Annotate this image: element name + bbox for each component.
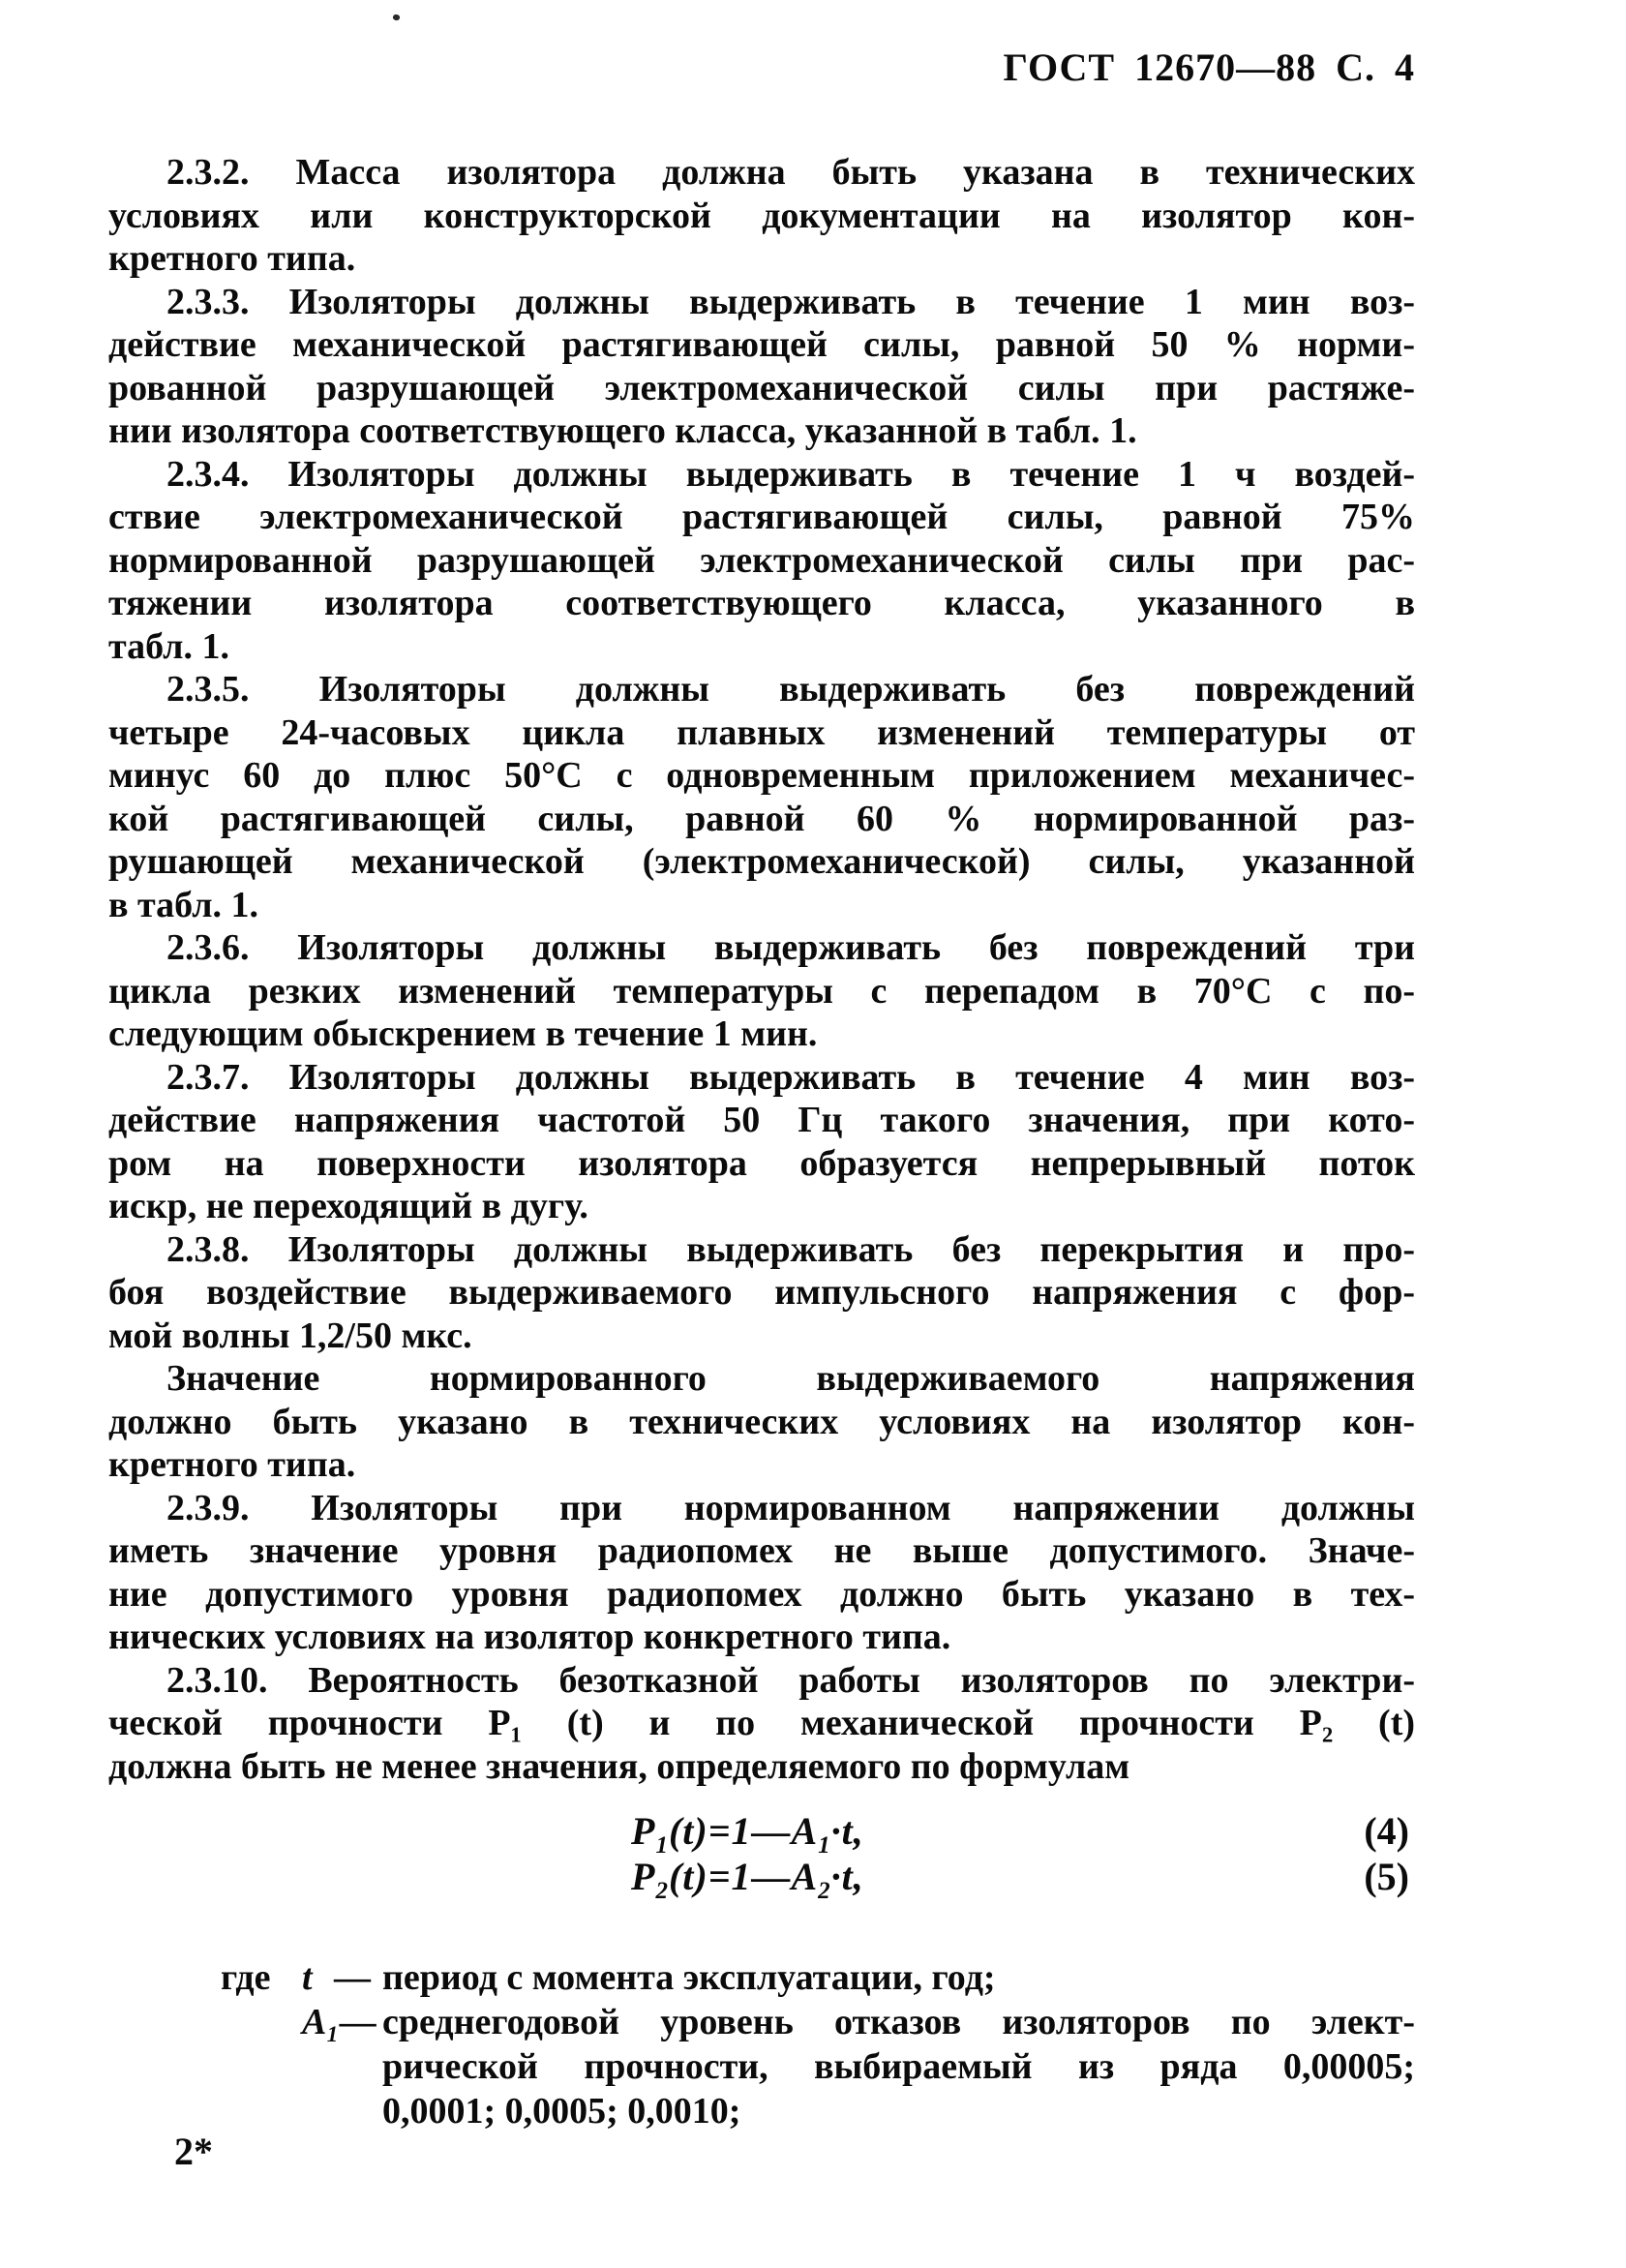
definition-term: t — (302, 1957, 371, 1998)
paragraph (108, 281, 1415, 453)
text-line: рованной разрушающей электромеханической силы при растяже- (108, 367, 1415, 408)
text-line: нических условиях на изолятор конкретного типа. (108, 1617, 951, 1657)
text-line: нормированной разрушающей электромеханической силы при рас- (108, 539, 1415, 581)
text-line: мой волны 1,2/50 мкс. (108, 1315, 472, 1356)
text-line: в табл. 1. (108, 884, 259, 925)
text-line: Значение нормированного выдерживаемого напряжения (166, 1358, 1415, 1399)
text-line: 2.3.7. Изоляторы должны выдерживать в течение 4 мин воз- (166, 1056, 1415, 1098)
text-line: кретного типа. (108, 1444, 356, 1485)
text-line: действие механической растягивающей силы, равной 50 % норми- (108, 324, 1415, 365)
definition-dash: — (334, 1957, 371, 1998)
text-line: цикла резких изменений температуры с перепадом в 70°С с по- (108, 970, 1415, 1012)
definition-text (382, 1955, 1415, 2000)
text-line: 2.3.3. Изоляторы должны выдерживать в течение 1 мин воз- (166, 281, 1415, 322)
paragraph (108, 1487, 1415, 1659)
paragraph (108, 453, 1415, 669)
text-line: 2.3.5. Изоляторы должны выдерживать без повреждений (166, 669, 1415, 710)
scan-speck (392, 14, 401, 21)
text-line: кретного типа. (108, 238, 356, 279)
formula-row (108, 1854, 1415, 1904)
text-line: ствие электромеханической растягивающей силы, равной 75% (108, 497, 1415, 537)
text-line: период с момента эксплуатации, год; (382, 1957, 996, 1998)
text-line: кой растягивающей силы, равной 60 % нормированной раз- (108, 798, 1415, 839)
formula-number: (4) (1364, 1809, 1409, 1853)
text-line: ром на поверхности изолятора образуется непрерывный поток (108, 1142, 1415, 1184)
paragraph (108, 1659, 1415, 1789)
formula-expression: $P_2(t)=1—A_2\cdot t$, (631, 1855, 864, 1904)
text-line: тяжении изолятора соответствующего класса, указанного в (108, 583, 1415, 623)
text-line: 2.3.9. Изоляторы при нормированном напряжении должны (166, 1487, 1415, 1528)
text-line: должна быть не менее значения, определяемого по формулам (108, 1745, 1130, 1787)
text-line: нии изолятора соответствующего класса, указанной в табл. 1. (108, 410, 1137, 451)
text-line: боя воздействие выдерживаемого импульсного напряжения с фор- (108, 1272, 1415, 1313)
text-line: 2.3.2. Масса изолятора должна быть указана в технических (166, 152, 1415, 193)
formula-block (108, 1808, 1415, 1904)
definition-prefix: где (221, 1957, 271, 1998)
text-line: искр, не переходящий в дугу. (108, 1186, 588, 1226)
text-line: рушающей механической (электромеханической) силы, указанной (108, 841, 1415, 882)
definition-row (108, 1955, 1415, 2000)
text-line: рической прочности, выбираемый из ряда 0,00005; (382, 2046, 1415, 2087)
text-line: табл. 1. (108, 625, 230, 667)
text-line: 2.3.4. Изоляторы должны выдерживать в течение 1 ч воздей- (166, 453, 1415, 495)
text-line: 0,0001; 0,0005; 0,0010; (382, 2091, 741, 2132)
text-line: условиях или конструкторской документации на изолятор кон- (108, 195, 1415, 236)
definitions (108, 1955, 1415, 2133)
paragraph (108, 1228, 1415, 1358)
text-line: 2.3.8. Изоляторы должны выдерживать без перекрытия и про- (166, 1228, 1415, 1270)
paragraph (108, 151, 1415, 281)
text-line: иметь значение уровня радиопомех не выше допустимого. Значе- (108, 1530, 1415, 1571)
text-line: следующим обыскрением в течение 1 мин. (108, 1013, 818, 1054)
text-line: должно быть указано в технических условиях на изолятор кон- (108, 1401, 1415, 1442)
definition-dash: — (339, 2002, 376, 2042)
page-header: ГОСТ 12670—88 С. 4 (1003, 45, 1415, 89)
text-line: 2.3.6. Изоляторы должны выдерживать без повреждений три (166, 927, 1415, 968)
text-line: 2.3.10. Вероятность безотказной работы изоляторов по электри- (166, 1659, 1415, 1701)
text-line: среднегодовой уровень отказов изоляторов по элект- (382, 2002, 1415, 2042)
footer-mark: 2* (174, 2130, 213, 2173)
definition-text (382, 2000, 1415, 2133)
formula-row (108, 1808, 1415, 1859)
formula-number: (5) (1364, 1855, 1409, 1898)
text-line: четыре 24-часовых цикла плавных изменений температуры от (108, 711, 1415, 753)
text-line: минус 60 до плюс 50°С с одновременным приложением механичес- (108, 755, 1415, 796)
body-text (108, 151, 1415, 1788)
text-line: действие напряжения частотой 50 Гц такого значения, при кото- (108, 1100, 1415, 1140)
definition-row (108, 2000, 1415, 2133)
definition-term: A₁ — (302, 2002, 376, 2042)
paragraph (108, 1357, 1415, 1487)
text-line: ческой прочности P₁ (t) и по механической прочности P₂ (t) (108, 1703, 1415, 1743)
paragraph (108, 926, 1415, 1056)
text-line: ние допустимого уровня радиопомех должно быть указано в тех- (108, 1573, 1415, 1615)
formula-expression: $P_1(t)=1—A_1\cdot t$, (631, 1809, 864, 1859)
paragraph (108, 1056, 1415, 1228)
paragraph (108, 668, 1415, 926)
